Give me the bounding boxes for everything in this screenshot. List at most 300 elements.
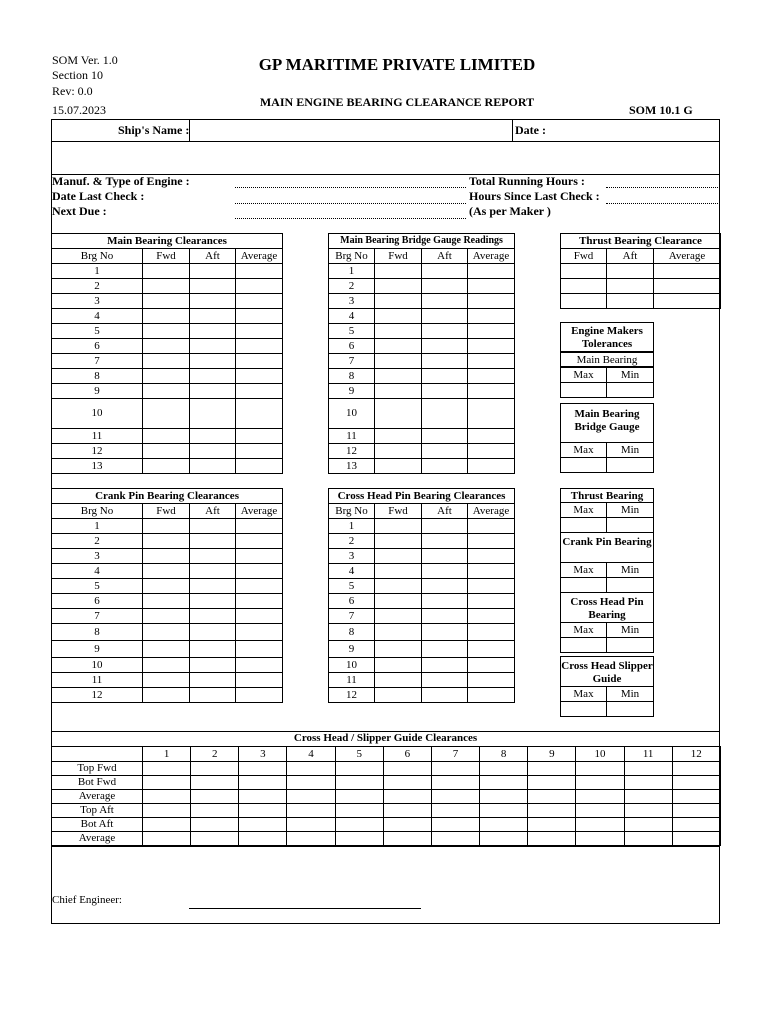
table-cell[interactable] (422, 459, 468, 474)
table-cell[interactable] (576, 790, 624, 804)
main-bearing-max-field[interactable] (560, 382, 607, 398)
tolerance-label: Crank Pin Bearing (562, 536, 652, 548)
date-last-check-field[interactable] (235, 203, 466, 204)
table-cell[interactable] (191, 776, 239, 790)
table-cell[interactable] (375, 534, 422, 549)
table-cell[interactable] (480, 776, 528, 790)
table-cell[interactable] (236, 279, 283, 294)
table-cell[interactable] (335, 832, 383, 846)
table-cell[interactable] (528, 762, 576, 776)
row-label: Top Aft (52, 804, 143, 818)
table-cell[interactable] (383, 790, 431, 804)
table-cell[interactable] (190, 264, 236, 279)
table-cell[interactable] (375, 624, 422, 641)
table-cell[interactable] (143, 762, 191, 776)
table-cell[interactable] (143, 459, 190, 474)
table-cell[interactable] (143, 354, 190, 369)
table-cell[interactable] (654, 279, 721, 294)
table-cell[interactable] (375, 324, 422, 339)
table-cell[interactable] (143, 832, 191, 846)
table-row (52, 399, 283, 429)
column-number: 10 (576, 747, 624, 762)
table-cell[interactable] (480, 762, 528, 776)
table-cell[interactable] (190, 294, 236, 309)
table-cell[interactable] (335, 804, 383, 818)
table-cell[interactable] (480, 790, 528, 804)
table-cell[interactable] (190, 459, 236, 474)
bearing-number: 13 (52, 459, 143, 474)
table-cell[interactable] (422, 658, 468, 673)
table-cell[interactable] (236, 264, 283, 279)
bearing-number: 7 (329, 609, 375, 624)
table-cell[interactable] (143, 818, 191, 832)
table-cell[interactable] (190, 399, 236, 429)
table-cell[interactable] (375, 279, 422, 294)
table-cell[interactable] (190, 594, 236, 609)
table-cell[interactable] (239, 790, 287, 804)
table-cell[interactable] (143, 384, 190, 399)
table-cell[interactable] (143, 624, 190, 641)
table-cell[interactable] (143, 804, 191, 818)
table-cell[interactable] (143, 673, 190, 688)
table-cell[interactable] (431, 818, 479, 832)
col-fwd: Fwd (143, 504, 190, 519)
table-cell[interactable] (143, 309, 190, 324)
table-row (52, 641, 283, 658)
table-cell[interactable] (375, 459, 422, 474)
col-aft: Aft (422, 249, 468, 264)
bearing-number: 9 (329, 641, 375, 658)
table-cell[interactable] (191, 790, 239, 804)
table-cell[interactable] (468, 264, 515, 279)
table-cell[interactable] (468, 294, 515, 309)
table-cell[interactable] (191, 762, 239, 776)
table-cell[interactable] (383, 776, 431, 790)
row-label: Average (52, 832, 143, 846)
table-cell[interactable] (422, 264, 468, 279)
table-cell[interactable] (468, 579, 515, 594)
table-cell[interactable] (190, 641, 236, 658)
table-cell[interactable] (422, 429, 468, 444)
table-cell[interactable] (143, 279, 190, 294)
table-cell[interactable] (287, 762, 335, 776)
table-cell[interactable] (335, 776, 383, 790)
table-cell[interactable] (191, 804, 239, 818)
table-cell[interactable] (422, 609, 468, 624)
slipper-guide-min-field[interactable] (606, 701, 654, 717)
table-cell[interactable] (468, 309, 515, 324)
table-cell[interactable] (576, 832, 624, 846)
column-number: 8 (480, 747, 528, 762)
table-cell[interactable] (287, 832, 335, 846)
table-cell[interactable] (431, 776, 479, 790)
table-cell[interactable] (236, 309, 283, 324)
slipper-guide-max-field[interactable] (560, 701, 607, 717)
table-cell[interactable] (375, 549, 422, 564)
table-cell[interactable] (468, 384, 515, 399)
table-cell[interactable] (143, 294, 190, 309)
bearing-number: 9 (52, 641, 143, 658)
table-cell[interactable] (480, 832, 528, 846)
table-cell[interactable] (143, 324, 190, 339)
table-cell[interactable] (236, 354, 283, 369)
table-cell[interactable] (422, 444, 468, 459)
table-cell[interactable] (468, 369, 515, 384)
next-due-field[interactable] (235, 218, 466, 219)
table-cell[interactable] (190, 339, 236, 354)
table-cell[interactable] (383, 832, 431, 846)
date-field[interactable] (550, 121, 718, 140)
table-cell[interactable] (190, 444, 236, 459)
cross-head-pin-min-field[interactable] (606, 637, 654, 653)
table-cell[interactable] (422, 354, 468, 369)
table-cell[interactable] (528, 832, 576, 846)
table-cell[interactable] (143, 564, 190, 579)
table-cell[interactable] (236, 579, 283, 594)
table-row (52, 818, 721, 832)
col-average: Average (654, 249, 721, 264)
crank-pin-min-field[interactable] (606, 577, 654, 593)
table-cell[interactable] (468, 444, 515, 459)
table-cell[interactable] (528, 804, 576, 818)
table-cell[interactable] (236, 384, 283, 399)
table-cell[interactable] (190, 369, 236, 384)
table-cell[interactable] (431, 832, 479, 846)
table-row (52, 776, 721, 790)
table-cell[interactable] (236, 399, 283, 429)
table-cell[interactable] (143, 264, 190, 279)
table-cell[interactable] (480, 818, 528, 832)
total-running-hours-field[interactable] (606, 187, 718, 188)
table-cell[interactable] (375, 309, 422, 324)
table-cell[interactable] (654, 294, 721, 309)
bearing-number: 12 (52, 444, 143, 459)
bearing-number: 3 (329, 294, 375, 309)
table-cell[interactable] (561, 294, 607, 309)
table-cell[interactable] (468, 624, 515, 641)
table-cell[interactable] (422, 594, 468, 609)
table-cell[interactable] (375, 264, 422, 279)
bearing-number: 13 (329, 459, 375, 474)
table-cell[interactable] (287, 818, 335, 832)
table-row (52, 549, 283, 564)
table-cell[interactable] (236, 324, 283, 339)
table-cell[interactable] (190, 429, 236, 444)
issue-date: 15.07.2023 (52, 103, 106, 117)
table-cell[interactable] (422, 519, 468, 534)
table-cell[interactable] (335, 790, 383, 804)
table-cell[interactable] (143, 688, 190, 703)
table-cell[interactable] (422, 673, 468, 688)
table-cell[interactable] (375, 609, 422, 624)
ships-name-field[interactable] (191, 121, 510, 140)
table-cell[interactable] (468, 519, 515, 534)
table-row (329, 641, 515, 658)
table-cell[interactable] (236, 369, 283, 384)
bearing-number: 6 (329, 594, 375, 609)
bearing-number: 8 (329, 624, 375, 641)
table-cell[interactable] (375, 429, 422, 444)
table-cell[interactable] (561, 264, 607, 279)
table-cell[interactable] (190, 534, 236, 549)
table-cell[interactable] (624, 790, 672, 804)
table-cell[interactable] (422, 324, 468, 339)
table-cell[interactable] (468, 399, 515, 429)
table-cell[interactable] (143, 776, 191, 790)
table-cell[interactable] (287, 804, 335, 818)
table-cell[interactable] (422, 309, 468, 324)
table-cell[interactable] (375, 594, 422, 609)
table-cell[interactable] (468, 279, 515, 294)
row-label: Top Fwd (52, 762, 143, 776)
col-fwd: Fwd (561, 249, 607, 264)
table-cell[interactable] (239, 832, 287, 846)
table-cell[interactable] (431, 790, 479, 804)
table-cell[interactable] (422, 624, 468, 641)
table-cell[interactable] (624, 762, 672, 776)
table-cell[interactable] (190, 324, 236, 339)
bearing-number: 10 (329, 658, 375, 673)
table-cell[interactable] (190, 673, 236, 688)
table-cell[interactable] (375, 354, 422, 369)
bearing-number: 11 (52, 673, 143, 688)
bridge-gauge-max-field[interactable] (560, 457, 607, 473)
table-cell[interactable] (375, 564, 422, 579)
table-cell[interactable] (375, 579, 422, 594)
bearing-number: 3 (52, 549, 143, 564)
bridge-gauge-tolerance-heading (560, 403, 654, 443)
table-cell[interactable] (624, 818, 672, 832)
table-cell[interactable] (468, 658, 515, 673)
table-cell[interactable] (143, 579, 190, 594)
table-cell[interactable] (236, 658, 283, 673)
table-cell[interactable] (236, 609, 283, 624)
table-cell[interactable] (468, 339, 515, 354)
engine-type-field[interactable] (235, 187, 466, 188)
bearing-number: 7 (329, 354, 375, 369)
table-cell[interactable] (468, 459, 515, 474)
table-cell[interactable] (236, 564, 283, 579)
table-cell[interactable] (190, 579, 236, 594)
table-row (329, 609, 515, 624)
bearing-number: 8 (52, 624, 143, 641)
table-cell[interactable] (375, 444, 422, 459)
hours-since-last-check-field[interactable] (606, 203, 718, 204)
table-cell[interactable] (422, 549, 468, 564)
table-cell[interactable] (576, 804, 624, 818)
table-cell[interactable] (422, 384, 468, 399)
table-cell[interactable] (383, 762, 431, 776)
table-cell[interactable] (143, 641, 190, 658)
table-cell[interactable] (422, 534, 468, 549)
table-cell[interactable] (431, 762, 479, 776)
table-cell[interactable] (143, 444, 190, 459)
table-cell[interactable] (576, 818, 624, 832)
table-cell[interactable] (422, 641, 468, 658)
table-cell[interactable] (375, 641, 422, 658)
table-cell[interactable] (239, 818, 287, 832)
table-cell[interactable] (422, 399, 468, 429)
table-cell[interactable] (375, 294, 422, 309)
table-cell[interactable] (422, 579, 468, 594)
table-cell[interactable] (143, 399, 190, 429)
table-cell[interactable] (468, 564, 515, 579)
table-cell[interactable] (672, 790, 720, 804)
table-cell[interactable] (468, 324, 515, 339)
table-cell[interactable] (375, 673, 422, 688)
table-cell[interactable] (528, 790, 576, 804)
table-cell[interactable] (236, 444, 283, 459)
table-cell[interactable] (422, 339, 468, 354)
table-cell[interactable] (190, 549, 236, 564)
main-bearing-min-field[interactable] (606, 382, 654, 398)
table-cell[interactable] (190, 609, 236, 624)
table-cell[interactable] (624, 776, 672, 790)
table-cell[interactable] (422, 564, 468, 579)
table-cell[interactable] (672, 776, 720, 790)
table-row (52, 790, 721, 804)
table-cell[interactable] (190, 658, 236, 673)
table-cell[interactable] (654, 264, 721, 279)
table-cell[interactable] (561, 279, 607, 294)
table-cell[interactable] (607, 279, 654, 294)
table-cell[interactable] (236, 429, 283, 444)
bearing-number: 9 (52, 384, 143, 399)
table-cell[interactable] (624, 804, 672, 818)
col-min: Min (606, 686, 654, 702)
table-cell[interactable] (190, 564, 236, 579)
thrust-bearing-min-field[interactable] (606, 517, 654, 533)
table-cell[interactable] (576, 776, 624, 790)
cross-head-pin-max-field[interactable] (560, 637, 607, 653)
table-cell[interactable] (375, 384, 422, 399)
table-cell[interactable] (236, 294, 283, 309)
table-cell[interactable] (468, 534, 515, 549)
table-cell[interactable] (236, 624, 283, 641)
table-cell[interactable] (672, 762, 720, 776)
table-cell[interactable] (190, 519, 236, 534)
table-cell[interactable] (468, 429, 515, 444)
crank-pin-max-field[interactable] (560, 577, 607, 593)
table-cell[interactable] (191, 832, 239, 846)
table-cell[interactable] (236, 641, 283, 658)
table-cell[interactable] (287, 776, 335, 790)
table-cell[interactable] (191, 818, 239, 832)
table-row (52, 444, 283, 459)
table-cell[interactable] (468, 354, 515, 369)
table-row (52, 804, 721, 818)
table-cell[interactable] (190, 688, 236, 703)
table-row (329, 519, 515, 534)
table-row (329, 688, 515, 703)
tolerance-label: Engine Makers Tolerances (571, 325, 643, 350)
table-cell[interactable] (672, 818, 720, 832)
table-cell[interactable] (236, 549, 283, 564)
table-cell[interactable] (287, 790, 335, 804)
table-cell[interactable] (143, 609, 190, 624)
table-cell[interactable] (431, 804, 479, 818)
table-cell[interactable] (375, 399, 422, 429)
table-cell[interactable] (422, 279, 468, 294)
table-cell[interactable] (335, 762, 383, 776)
table-cell[interactable] (607, 294, 654, 309)
table-cell[interactable] (375, 369, 422, 384)
table-cell[interactable] (190, 354, 236, 369)
table-cell[interactable] (239, 776, 287, 790)
table-cell[interactable] (383, 818, 431, 832)
table-cell[interactable] (672, 804, 720, 818)
thrust-bearing-tolerance-heading: Thrust Bearing (560, 488, 654, 503)
table-cell[interactable] (672, 832, 720, 846)
chief-engineer-signature-line[interactable] (189, 908, 421, 909)
table-cell[interactable] (468, 549, 515, 564)
table-cell[interactable] (375, 658, 422, 673)
table-cell[interactable] (383, 804, 431, 818)
table-cell[interactable] (143, 790, 191, 804)
table-cell[interactable] (190, 279, 236, 294)
table-cell[interactable] (422, 688, 468, 703)
table-cell[interactable] (607, 264, 654, 279)
table-cell[interactable] (143, 519, 190, 534)
table-cell[interactable] (143, 534, 190, 549)
column-number: 5 (335, 747, 383, 762)
table-cell[interactable] (624, 832, 672, 846)
table-cell[interactable] (528, 776, 576, 790)
table-cell[interactable] (239, 762, 287, 776)
col-max: Max (560, 686, 607, 702)
table-cell[interactable] (528, 818, 576, 832)
table-cell[interactable] (143, 339, 190, 354)
bridge-gauge-min-field[interactable] (606, 457, 654, 473)
table-cell[interactable] (422, 294, 468, 309)
table-cell[interactable] (190, 624, 236, 641)
table-cell[interactable] (143, 429, 190, 444)
table-cell[interactable] (239, 804, 287, 818)
table-cell[interactable] (576, 762, 624, 776)
table-cell[interactable] (468, 688, 515, 703)
table-cell[interactable] (143, 658, 190, 673)
table-cell[interactable] (375, 688, 422, 703)
table-cell[interactable] (236, 534, 283, 549)
table-cell[interactable] (468, 594, 515, 609)
table-cell[interactable] (236, 688, 283, 703)
table-cell[interactable] (468, 641, 515, 658)
thrust-bearing-max-field[interactable] (560, 517, 607, 533)
table-row (52, 762, 721, 776)
table-cell[interactable] (236, 519, 283, 534)
table-cell[interactable] (143, 594, 190, 609)
table-cell[interactable] (190, 384, 236, 399)
table-cell[interactable] (236, 459, 283, 474)
table-cell[interactable] (375, 339, 422, 354)
bearing-number: 12 (329, 688, 375, 703)
table-cell[interactable] (236, 594, 283, 609)
table-cell[interactable] (422, 369, 468, 384)
table-cell[interactable] (143, 369, 190, 384)
table-cell[interactable] (468, 673, 515, 688)
bearing-number: 6 (329, 339, 375, 354)
table-cell[interactable] (375, 519, 422, 534)
bearing-number: 2 (52, 279, 143, 294)
table-cell[interactable] (468, 609, 515, 624)
col-max: Max (560, 562, 607, 578)
table-cell[interactable] (190, 309, 236, 324)
table-cell[interactable] (335, 818, 383, 832)
table-cell[interactable] (236, 339, 283, 354)
table-cell[interactable] (236, 673, 283, 688)
table-cell[interactable] (143, 549, 190, 564)
table-cell[interactable] (480, 804, 528, 818)
